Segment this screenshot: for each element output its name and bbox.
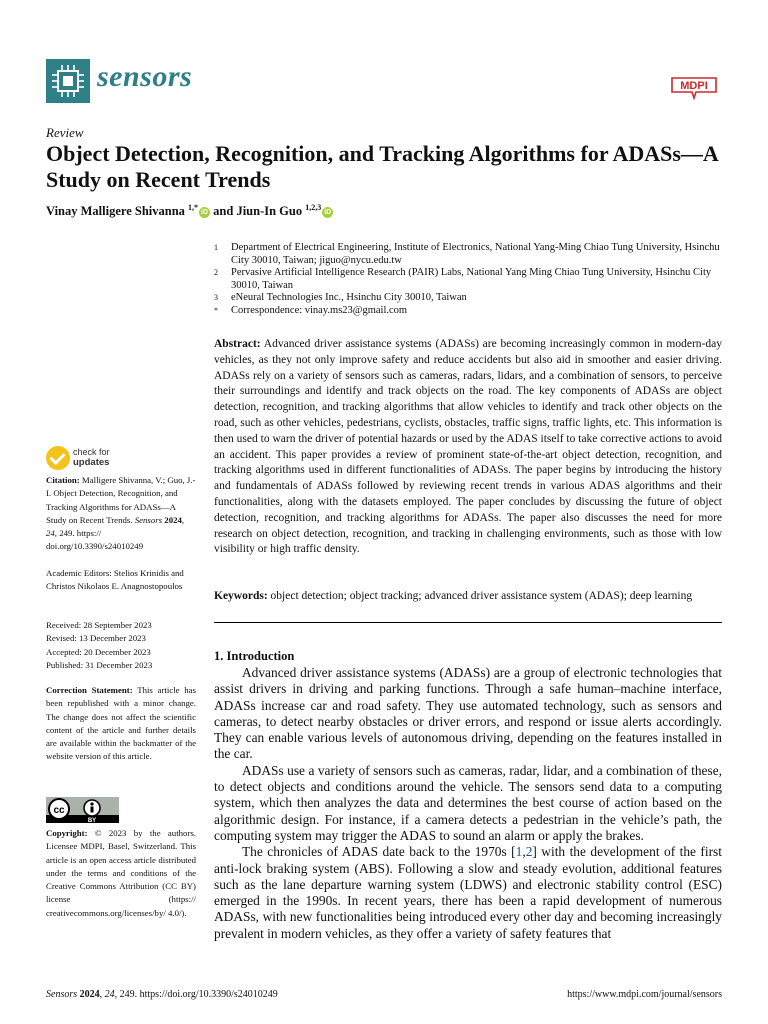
paper-title: Object Detection, Recognition, and Tracking Algorithms for ADASs—A Study on Recent Trends	[46, 141, 718, 192]
citation-doi[interactable]: , 249. https:// doi.org/10.3390/s24010249	[46, 528, 144, 552]
journal-name[interactable]: sensors	[97, 60, 193, 93]
author-list	[46, 203, 333, 219]
publisher-name: MDPI	[680, 80, 708, 92]
affiliation-item	[214, 305, 724, 318]
cc-by-label: BY	[87, 818, 97, 823]
cc-by-license-icon[interactable]	[46, 797, 119, 823]
citation-year: 2024	[164, 514, 182, 525]
author-separator: and	[213, 204, 234, 219]
footer-journal: Sensors	[46, 989, 78, 1000]
published-date: Published: 31 December 2023	[46, 659, 153, 670]
paragraph-text: ] with the development of the first anti-lock braking system (ABS). Following a slow and steady evolution, additional features such as the lane departure warning system (LDWS) and electronic stability control (ESC) emerged in the 1990s. In recent years, there has been a rapid development of numerous ADASs, with new functionalities being introduced every other day and becoming increasingly prevalent in modern vehicles, as they offer a variety of safety features that	[214, 844, 722, 941]
revised-date: Revised: 13 December 2023	[46, 633, 146, 644]
paragraph	[214, 844, 722, 942]
body-text	[214, 665, 722, 942]
affiliation-number: 2	[214, 268, 218, 278]
citation-text: Malligere Shivanna, V.; Guo, J.-I. Object Detection, Recognition, and Tracking Algorithms for ADASs—A Study on Recent Trends.	[46, 475, 196, 525]
correction-statement	[46, 684, 196, 764]
paragraph-text: The chronicles of ADAS date back to the 1970s [	[242, 844, 516, 860]
mdpi-logo-icon[interactable]	[668, 74, 720, 100]
footer-citation: Sensors 2024, 24, 249. https://doi.org/10.3390/s24010249	[46, 989, 278, 1000]
correction-label: Correction Statement:	[46, 685, 133, 695]
copyright-label: Copyright:	[46, 828, 88, 838]
author-name[interactable]: Vinay Malligere Shivanna	[46, 204, 185, 219]
author-affiliation-marker: 1,*	[188, 203, 199, 212]
footer-volume: 24	[104, 989, 115, 1000]
author-affiliation-marker: 1,2,3	[305, 203, 322, 212]
orcid-icon[interactable]: iD	[324, 208, 332, 216]
affiliation-text: Department of Electrical Engineering, Institute of Electronics, National Yang-Ming Chiao Tung University, Hsinchu City 30010, Taiwan; jiguo@nycu.edu.tw	[231, 242, 720, 266]
affiliation-item	[214, 292, 724, 305]
svg-text:cc: cc	[53, 805, 65, 816]
copyright-text: © 2023 by the authors. Licensee MDPI, Basel, Switzerland. This article is an open access article distributed under the terms and conditions of the Creative Commons Attribution (CC BY) license (https:// creativecommons.org/licenses/by/ 4.0/).	[46, 828, 196, 918]
affiliation-item	[214, 242, 724, 267]
affiliation-text: eNeural Technologies Inc., Hsinchu City 30010, Taiwan	[231, 292, 467, 304]
section-divider	[214, 622, 722, 623]
author-name[interactable]: Jiun-In Guo	[236, 204, 303, 219]
article-type: Review	[46, 125, 84, 140]
check-label-top: check for	[73, 447, 110, 457]
affiliation-text: Pervasive Artificial Intelligence Research (PAIR) Labs, National Yang Ming Chiao Tung University, Hsinchu City 30010, Taiwan	[231, 267, 712, 291]
citation-link[interactable]: 1	[515, 844, 523, 860]
check-mark-icon	[46, 446, 70, 470]
journal-logo-icon	[46, 59, 90, 103]
footer-doi[interactable]: , 249. https://doi.org/10.3390/s24010249	[114, 989, 278, 1000]
abstract-text: Advanced driver assistance systems (ADASs) are becoming increasingly common in modern-day vehicles, as they not only improve safety and reduce accidents but also aid in smoother and easier driving. ADASs rely on a variety of sensors such as cameras, radars, lidars, and a combination of sensors, to perceive their surroundings and identify and track objects on the road. The key components of ADASs are object detection, recognition, and tracking algorithms that allow vehicles to identify and track other objects on the road, such as other vehicles, pedestrians, cyclists, obstacles, traffic signs, traffic lights, etc. This information is then used to warn the driver of potential hazards or used by the ADAS itself to take corrective actions to avoid an accident. This paper provides a review of prominent state-of-the-art object detection, recognition, and tracking algorithms used in different functionalities of ADASs. The paper begins by introducing the history and fundamentals of ADASs followed by reviewing recent trends in various ADAS algorithms and their functionalities, along with the datasets employed. The paper concludes by discussing the future of object detection, recognition, and tracking algorithms for ADASs. The paper also discusses the need for more research on object detection, recognition, and tracking in challenging environments, such as those with low visibility or high traffic density.	[214, 338, 722, 556]
paragraph: ADASs use a variety of sensors such as cameras, radar, lidar, and a combination of these, to detect objects and conditions around the vehicle. The sensors send data to a computing system, which then analyzes the data and determines the best course of action based on the algorithmic design. For instance, if a camera detects a pedestrian in the vehicle’s path, the computing system may trigger the ADAS to sound an alarm or apply the brakes.	[214, 762, 722, 843]
citation-label: Citation:	[46, 475, 80, 485]
received-date: Received: 28 September 2023	[46, 620, 152, 630]
abstract-label: Abstract:	[214, 338, 261, 350]
keywords-text: object detection; object tracking; advanced driver assistance system (ADAS); deep learning	[270, 590, 693, 602]
citation-volume: 24	[46, 528, 55, 539]
accepted-date: Accepted: 20 December 2023	[46, 646, 151, 657]
keywords	[214, 589, 722, 605]
check-label-bottom: updates	[73, 457, 110, 468]
affiliation-number: *	[214, 305, 218, 315]
footer-journal-url[interactable]: https://www.mdpi.com/journal/sensors	[567, 989, 722, 1000]
academic-editors: Academic Editors: Stelios Krinidis and Christos Nikolaos E. Anagnostopoulos	[46, 568, 184, 592]
orcid-icon[interactable]: iD	[201, 208, 209, 216]
citation-link[interactable]: 2	[525, 844, 533, 860]
affiliation-item	[214, 267, 724, 292]
citation-block: Citation: Malligere Shivanna, V.; Guo, J.-I. Object Detection, Recognition, and Tracking Algorithms for ADASs—A Study on Recent Trends. Sensors 2024, 24, 249. https:// doi.org/10.3390/s24010249	[46, 475, 196, 552]
correspondence-text[interactable]: Correspondence: vinay.ms23@gmail.com	[231, 304, 408, 316]
correction-text: This article has been republished with a minor change. The change does not affect the scientific content of the article and further details are available within the backmatter of the website version of this article.	[46, 685, 196, 762]
citation-separator: ,	[522, 844, 526, 860]
dates-block	[46, 619, 196, 672]
affiliation-number: 3	[214, 293, 218, 303]
check-for-updates-button[interactable]	[46, 446, 156, 472]
keywords-label: Keywords:	[214, 590, 268, 602]
paragraph: Advanced driver assistance systems (ADASs) are a group of electronic technologies that assist drivers in driving and parking functions. Through a safe human–machine interface, ADASs increase car and road safety. They use automated technology, such as sensors and cameras, to detect nearby obstacles or driver errors, and respond or issue alerts accordingly. They can enable various levels of autonomous driving, depending on the features installed in the car.	[214, 665, 722, 762]
footer-year: 2024	[79, 989, 100, 1000]
abstract	[214, 337, 722, 558]
affiliation-list	[214, 242, 724, 318]
copyright-block	[46, 827, 196, 920]
affiliation-number: 1	[214, 243, 218, 252]
citation-journal: Sensors	[134, 514, 163, 525]
section-title: 1. Introduction	[214, 649, 295, 663]
